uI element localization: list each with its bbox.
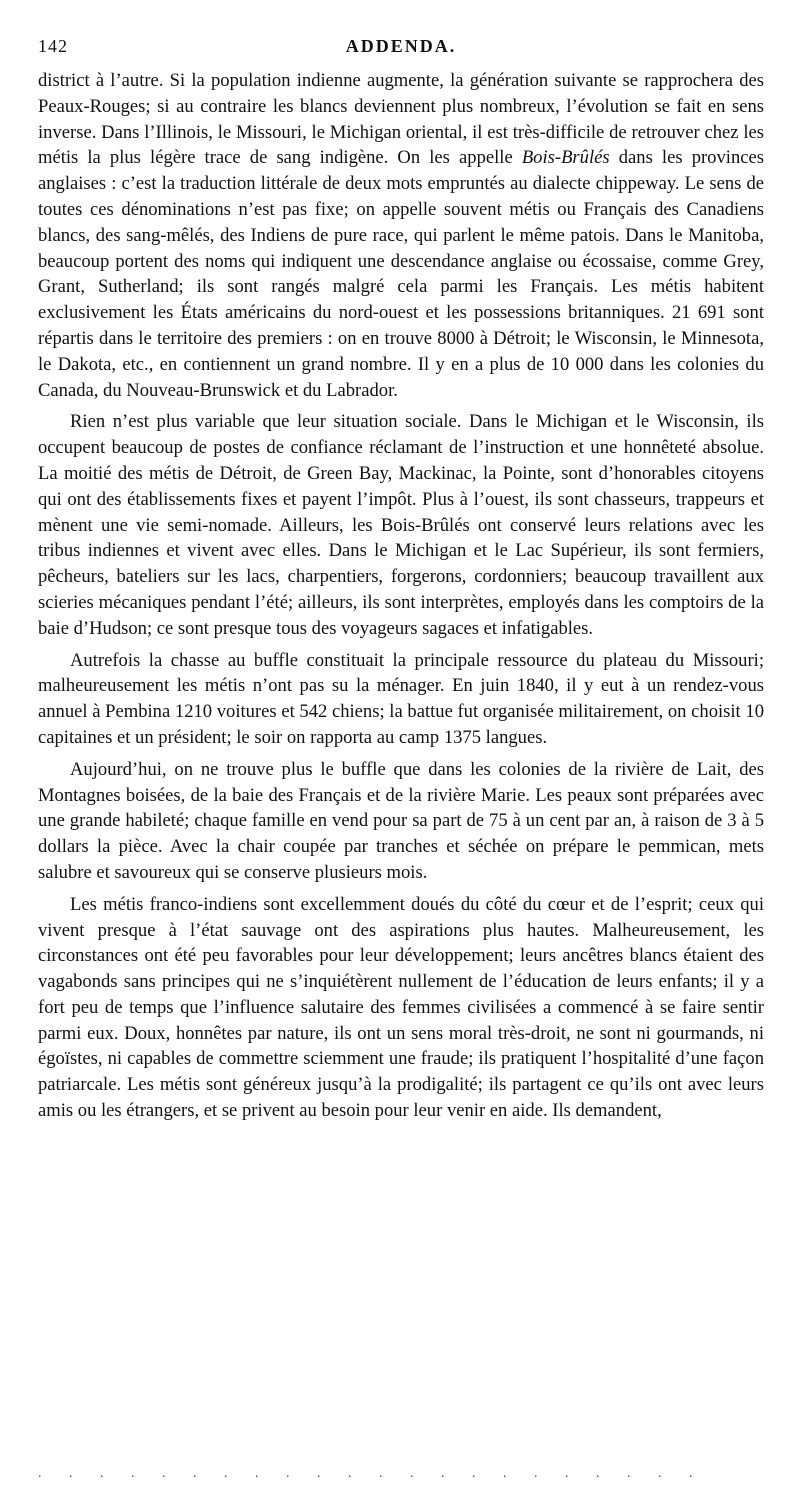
running-title: ADDENDA.	[345, 36, 457, 56]
paragraph-2: Rien n’est plus variable que leur situation sociale. Dans le Michigan et le Wisconsin, ils occupent beaucoup de postes de confiance réclamant de l’instruction et une honnêteté absolue. La moitié des métis de Détroit, de Green Bay, Mackinac, la Pointe, sont d’honorables citoyens qui ont des établissements fixes et payent l’impôt. Plus à l’ouest, ils sont chasseurs, trappeurs et mènent une vie semi-nomade. Ailleurs, les Bois-Brûlés ont conservé leurs relations avec les tribus indiennes et vivent avec elles. Dans le Michigan et le Lac Supérieur, ils sont fermiers, pêcheurs, bateliers sur les lacs, charpentiers, forgerons, cordonniers; beaucoup travaillent aux scieries mécaniques pendant l’été; ailleurs, ils sont interprètes, employés dans les comptoirs de la baie d’Hudson; ce sont presque tous des voyageurs sagaces et infatigables.	[38, 411, 764, 639]
running-head	[38, 36, 764, 62]
page-body	[38, 68, 764, 1124]
paragraph-4: Aujourd’hui, on ne trouve plus le buffle que dans les colonies de la rivière de Lait, des Montagnes boisées, de la baie des Français et de la rivière Marie. Les peaux sont préparées avec une grande habileté; chaque famille en vend pour sa part de 75 à un cent par an, à raison de 3 à 5 dollars la pièce. Avec la chair coupée par tranches et séchée on prépare le pemmican, mets salubre et savoureux qui se conserve plusieurs mois.	[38, 758, 764, 883]
paragraph-1-text-before: district à l’autre. Si la population indienne augmente, la génération suivante se rapprochera des Peaux-Rouges; si au contraire les blancs deviennent plus nombreux, l’évolution se fait en sens inverse. Dans l’Illinois, le Missouri, le Michigan oriental, il est très-difficile de retrouver chez les métis la plus légère trace de sang indigène. On les appelle	[38, 70, 764, 169]
paragraph-5: Les métis franco-indiens sont excellemment doués du côté du cœur et de l’esprit; ceux qui vivent presque à l’état sauvage ont des aspirations plus hautes. Malheureusement, les circonstances ont été peu favorables pour leur développement; leurs ancêtres blancs étaient des vagabonds sans principes qui ne s’inquiétèrent nullement de l’éducation de leurs enfants; il y a fort peu de temps que l’influence salutaire des femmes civilisées a commencé à se faire sentir parmi eux. Doux, honnêtes par nature, ils ont un sens moral très-droit, ne sont ni gourmands, ni égoïstes, ni capables de commettre sciemment une fraude; ils pratiquent l’hospitalité d’une façon patriarcale. Les métis sont généreux jusqu’à la prodigalité; ils partagent ce qu’ils ont avec leurs amis ou les étrangers, et se privent au besoin pour leur venir en aide. Ils demandent,	[38, 893, 764, 1122]
paragraph-1-italic-term: Bois-Brûlés	[521, 147, 610, 169]
paragraph-3: Autrefois la chasse au buffle constituait la principale ressource du plateau du Missouri; malheureusement les métis n’ont pas su la ménager. En juin 1840, il y eut à un rendez-vous annuel à Pembina 1210 voitures et 542 chiens; la battue fut organisée militairement, on choisit 10 capitaines et un président; le soir on rapporta au camp 1375 langues.	[38, 649, 764, 748]
footer-marks: . . . . . . . . . . . . . . . . . . . . . .	[38, 1466, 705, 1481]
paragraph-1-text-after: dans les provinces anglaises : c’est la traduction littérale de deux mots empruntés au dialecte chippeway. Le sens de toutes ces dénominations n’est pas fixe; on appelle souvent métis ou Français des Canadiens blancs, des sang-mêlés, des Indiens de pure race, qui parlent le même patois. Dans le Manitoba, beaucoup portent des noms qui indiquent une descendance anglaise ou écossaise, comme Grey, Grant, Sutherland; ils sont rangés malgré cela parmi les Français. Les métis habitent exclusivement les États américains du nord-ouest et les possessions britanniques. 21 691 sont répartis dans le territoire des premiers : on en trouve 8000 à Détroit; le Wisconsin, le Minnesota, le Dakota, etc., en contiennent un grand nombre. Il y en a plus de 10 000 dans les colonies du Canada, du Nouveau-Brunswick et du Labrador.	[38, 147, 764, 401]
page-number: 142	[38, 36, 68, 56]
paragraph-1	[38, 68, 764, 403]
